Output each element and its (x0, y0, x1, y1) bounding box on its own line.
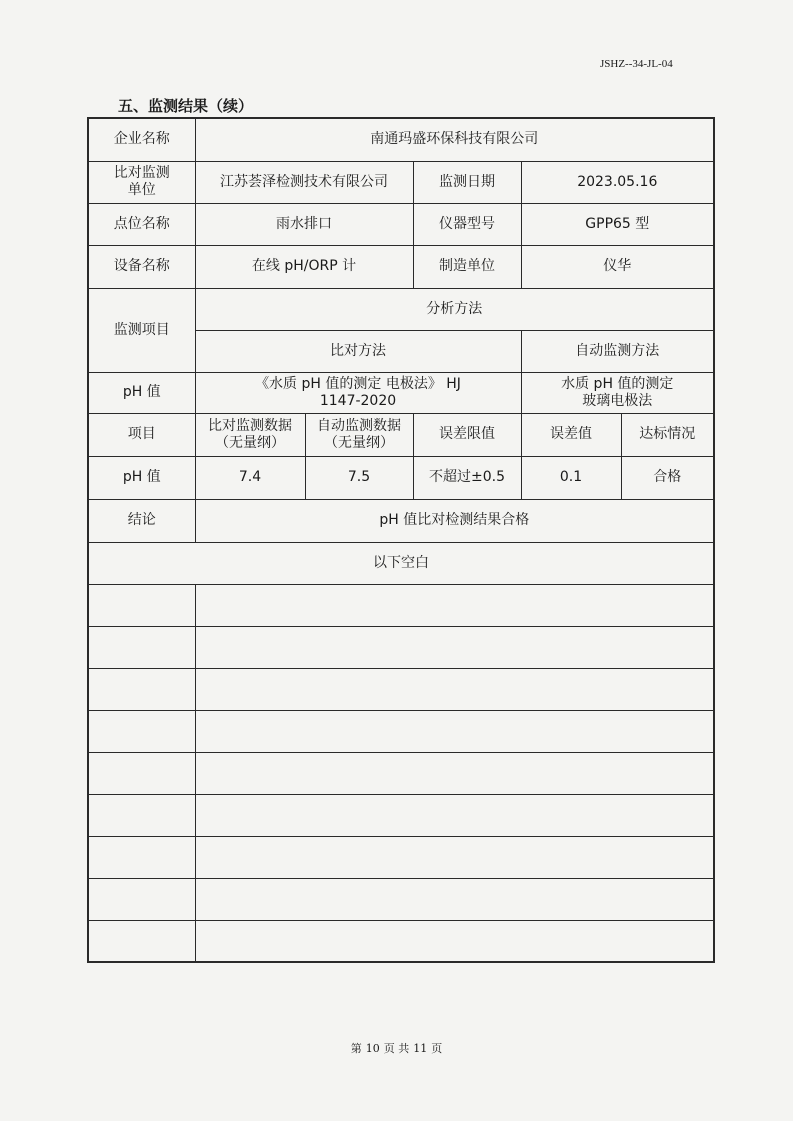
maker-label: 制造单位 (413, 245, 521, 288)
auto-method: 水质 pH 值的测定 玻璃电极法 (521, 372, 714, 413)
table-row (88, 203, 714, 245)
page-current: 10 (365, 1042, 380, 1055)
compare-method-label: 比对方法 (195, 330, 521, 372)
page-suffix: 页 (431, 1042, 443, 1055)
conclusion-text: pH 值比对检测结果合格 (195, 499, 714, 542)
blank-row (88, 836, 714, 878)
page-number (0, 1040, 793, 1056)
compare-method: 《水质 pH 值的测定 电极法》 HJ 1147-2020 (195, 372, 521, 413)
header-limit: 误差限值 (413, 413, 521, 456)
result-status: 合格 (621, 456, 714, 499)
point-value: 雨水排口 (195, 203, 413, 245)
page-mid: 页 共 (383, 1042, 410, 1055)
table-row (88, 245, 714, 288)
item-label: 监测项目 (88, 288, 195, 372)
header-error: 误差值 (521, 413, 621, 456)
result-limit: 不超过±0.5 (413, 456, 521, 499)
document-code: JSHZ--34-JL-04 (600, 58, 673, 70)
table-row (88, 542, 714, 584)
header-status: 达标情况 (621, 413, 714, 456)
compare-unit-value: 江苏荟泽检测技术有限公司 (195, 161, 413, 203)
maker-value: 仪华 (521, 245, 714, 288)
blank-row (88, 794, 714, 836)
result-auto: 7.5 (305, 456, 413, 499)
blank-row (88, 668, 714, 710)
section-title: 五、监测结果（续） (118, 97, 254, 115)
point-label: 点位名称 (88, 203, 195, 245)
table-row (88, 413, 714, 456)
date-value: 2023.05.16 (521, 161, 714, 203)
device-value: 在线 pH/ORP 计 (195, 245, 413, 288)
result-compare: 7.4 (195, 456, 305, 499)
device-label: 设备名称 (88, 245, 195, 288)
model-value: GPP65 型 (521, 203, 714, 245)
table-row (88, 499, 714, 542)
blank-row (88, 752, 714, 794)
date-label: 监测日期 (413, 161, 521, 203)
blank-row (88, 626, 714, 668)
conclusion-label: 结论 (88, 499, 195, 542)
param-name: pH 值 (88, 372, 195, 413)
company-value: 南通玛盛环保科技有限公司 (195, 118, 714, 161)
company-label: 企业名称 (88, 118, 195, 161)
header-item: 项目 (88, 413, 195, 456)
header-compare-data: 比对监测数据（无量纲） (195, 413, 305, 456)
blank-row (88, 878, 714, 920)
compare-unit-label: 比对监测单位 (88, 161, 195, 203)
table-row (88, 161, 714, 203)
table-row (88, 288, 714, 330)
result-error: 0.1 (521, 456, 621, 499)
blank-row (88, 920, 714, 962)
auto-method-label: 自动监测方法 (521, 330, 714, 372)
blank-note: 以下空白 (88, 542, 714, 584)
header-auto-data: 自动监测数据（无量纲） (305, 413, 413, 456)
table-row (88, 456, 714, 499)
blank-row (88, 710, 714, 752)
page-total: 11 (413, 1042, 428, 1055)
page-prefix: 第 (350, 1042, 362, 1055)
model-label: 仪器型号 (413, 203, 521, 245)
table-row (88, 372, 714, 413)
table-row (88, 118, 714, 161)
results-table (87, 117, 715, 963)
analysis-method-label: 分析方法 (195, 288, 714, 330)
blank-row (88, 584, 714, 626)
result-item: pH 值 (88, 456, 195, 499)
